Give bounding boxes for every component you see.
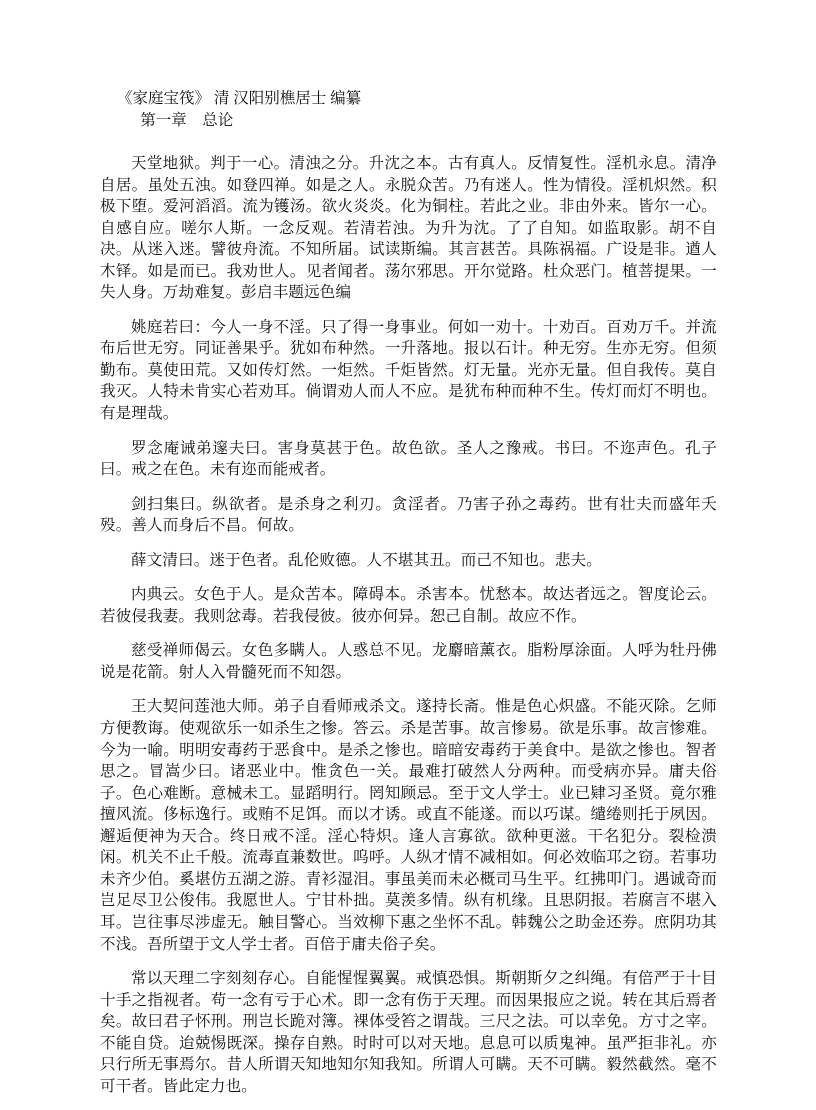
paragraph: 薛文清曰。迷于色者。乱伦败德。人不堪其丑。而己不知也。悲夫。 xyxy=(131,551,603,569)
paragraph: 姚庭若曰：今人一身不淫。只了得一身事业。何如一劝十。十劝百。百劝万千。并流布后世无穷。同证善果乎。犹如布种然。一升落地。报以石计。种无穷。生亦无穷。但须勤布。莫使田荒。又如传灯然。一炬然。千炬皆然。灯无量。光亦无量。但自我传。莫自我灭。人特未肯实心若劝耳。倘谓劝人而人不应。是犹布种而种不生。传灯而灯不明也。有是理哉。 xyxy=(100,318,717,423)
paragraph: 剑扫集曰。纵欲者。是杀身之利刃。贪淫者。乃害子孙之毒药。世有壮夫而盛年夭殁。善人而身后不昌。何故。 xyxy=(100,495,717,535)
chapter-heading: 第一章 总论 xyxy=(140,111,234,129)
paragraph: 天堂地狱。判于一心。清浊之分。升沈之本。古有真人。反情复性。淫机永息。清净自居。虽处五浊。如登四禅。如是之人。永脱众苦。乃有迷人。性为情役。淫机炽然。积极下堕。爱河滔滔。流为镬汤。欲火炎炎。化为铜柱。若此之业。非由外来。皆尔一心。自感自应。嗟尔人斯。一念反观。若清若浊。为升为沈。了了自知。如监取影。胡不自决。从迷入迷。譬彼舟流。不知所届。试读斯编。其言甚苦。具陈祸福。广设是非。遒人木铎。如是而已。我劝世人。见者闻者。荡尔邪思。开尔觉路。杜众恶门。植菩提果。一失人身。万劫难复。彭启丰题远色编 xyxy=(100,155,717,302)
book-title: 《家庭宝筏》 清 汉阳别樵居士 编纂 xyxy=(117,90,362,107)
paragraph: 内典云。女色于人。是众苦本。障碍本。杀害本。忧愁本。故达者远之。智度论云。若彼侵我妻。我则忿毒。若我侵彼。彼亦何异。恕己自制。故应不作。 xyxy=(100,586,717,625)
paragraph: 慈受禅师偈云。女色多瞒人。人惑总不见。龙麝暗薰衣。脂粉厚涂面。人呼为牡丹佛说是花箭。射人入骨髓死而不知怨。 xyxy=(100,642,717,681)
paragraph: 常以天理二字刻刻存心。自能惺惺翼翼。戒慎恐惧。斯朝斯夕之纠绳。有倍严于十目十手之指视者。苟一念有亏于心术。即一念有伤于天理。而因果报应之说。转在其后焉者矣。故曰君子怀刑。刑岂长跪对簿。裸体受笞之谓哉。三尺之法。可以幸免。方寸之宰。不能自贷。迨兢惕既深。操存自熟。时时可以对天地。息息可以质鬼神。虽严拒非礼。亦只行所无事焉尔。昔人所谓天知地知尔知我知。所谓人可瞒。天不可瞒。毅然截然。毫不可干者。皆此定力也。 xyxy=(100,970,717,1095)
paragraph: 王大契问莲池大师。弟子自看师戒杀文。遂持长斋。惟是色心炽盛。不能灭除。乞师方便教诲。使观欲乐一如杀生之惨。答云。杀是苦事。故言惨易。欲是乐事。故言惨难。今为一喻。明明安毒药于恶食中。是杀之惨也。暗暗安毒药于美食中。是欲之惨也。智者思之。冒嵩少曰。诸恶业中。惟贪色一关。最难打破然人分两种。而受病亦异。庸夫俗子。色心难断。意械未工。显蹈明行。罔知顾忌。至于文人学士。业已肄习圣贤。竟尔雅擅风流。侈标逸行。或贿不足饵。而以才诱。或直不能遂。而以巧谋。缱绻则托于夙因。邂逅便神为天合。终日戒不淫。淫心特炽。逢人言寡欲。欲种更滋。干名犯分。裂检溃闲。机关不止千般。流毒直兼数世。呜呼。人纵才情不减相如。何必效临邛之窃。若事功未齐少伯。奚堪仿五湖之游。青衫湿泪。事虽美而未必概司马生平。红拂叩门。遇诚奇而岂足尽卫公俊伟。我愿世人。宁甘朴拙。莫羡多情。纵有机缘。且思阴报。若腐言不堪入耳。岂往事尽涉虚无。触目警心。当效柳下惠之坐怀不乱。韩魏公之助金还券。庶阴功其不浅。吾所望于文人学士者。百倍于庸夫俗子矣。 xyxy=(100,698,717,953)
paragraph: 罗念庵诫弟邃夫曰。害身莫甚于色。故色欲。圣人之豫戒。书曰。不迩声色。孔子曰。戒之在色。未有迩而能戒者。 xyxy=(100,439,717,479)
document-page xyxy=(100,88,717,1110)
